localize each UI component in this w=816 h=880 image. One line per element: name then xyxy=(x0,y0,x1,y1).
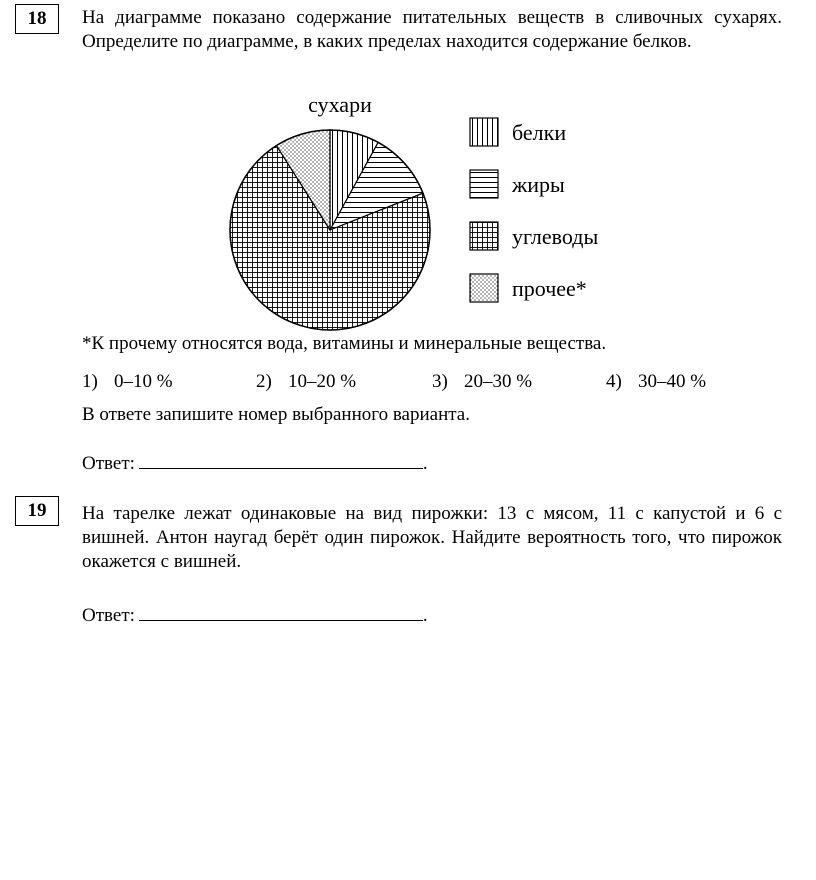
option-text: 10–20 % xyxy=(288,371,357,392)
answer-label: Ответ: xyxy=(82,453,135,474)
answer-end: . xyxy=(422,453,428,474)
option-text: 30–40 % xyxy=(638,371,707,392)
pie-chart xyxy=(200,85,640,340)
answer-end: . xyxy=(422,605,428,626)
chart-title: сухари xyxy=(308,92,372,117)
legend-label-3: углеводы xyxy=(512,224,599,249)
answer-input-line[interactable] xyxy=(139,600,423,621)
option-number: 1) xyxy=(82,371,98,392)
legend-swatch-4 xyxy=(470,274,498,302)
option-number: 3) xyxy=(432,371,448,392)
option-1 xyxy=(82,371,173,393)
option-2 xyxy=(256,371,356,393)
answer-18 xyxy=(82,448,428,475)
task-number-18: 18 xyxy=(15,4,59,34)
answer-input-line[interactable] xyxy=(139,448,423,469)
option-4 xyxy=(606,371,706,393)
pie-chart-svg xyxy=(200,85,640,340)
option-number: 4) xyxy=(606,371,622,392)
option-text: 0–10 % xyxy=(114,371,173,392)
answer-options xyxy=(82,371,782,395)
task-number-19: 19 xyxy=(15,496,59,526)
answer-label: Ответ: xyxy=(82,605,135,626)
legend-label-2: жиры xyxy=(512,172,565,197)
option-3 xyxy=(432,371,532,393)
footnote: *К прочему относятся вода, витамины и минеральные вещества. xyxy=(82,333,607,354)
legend-label-1: белки xyxy=(512,120,567,145)
answer-19 xyxy=(82,600,428,627)
legend-label-4: прочее* xyxy=(512,276,587,301)
option-text: 20–30 % xyxy=(464,371,533,392)
task-18-text: На диаграмме показано содержание питательных веществ в сливочных сухарях. Определите по диаграмме, в каких пределах находится содержание белков. xyxy=(82,7,782,52)
legend-swatch-3 xyxy=(470,222,498,250)
task-19-text: На тарелке лежат одинаковые на вид пирожки: 13 с мясом, 11 с капустой и 6 с вишней. Антон наугад берёт один пирожок. Найдите вероятность того, что пирожок окажется с вишней. xyxy=(82,503,782,572)
option-number: 2) xyxy=(256,371,272,392)
instruction: В ответе запишите номер выбранного варианта. xyxy=(82,404,470,425)
legend-swatch-1 xyxy=(470,118,498,146)
legend-swatch-2 xyxy=(470,170,498,198)
